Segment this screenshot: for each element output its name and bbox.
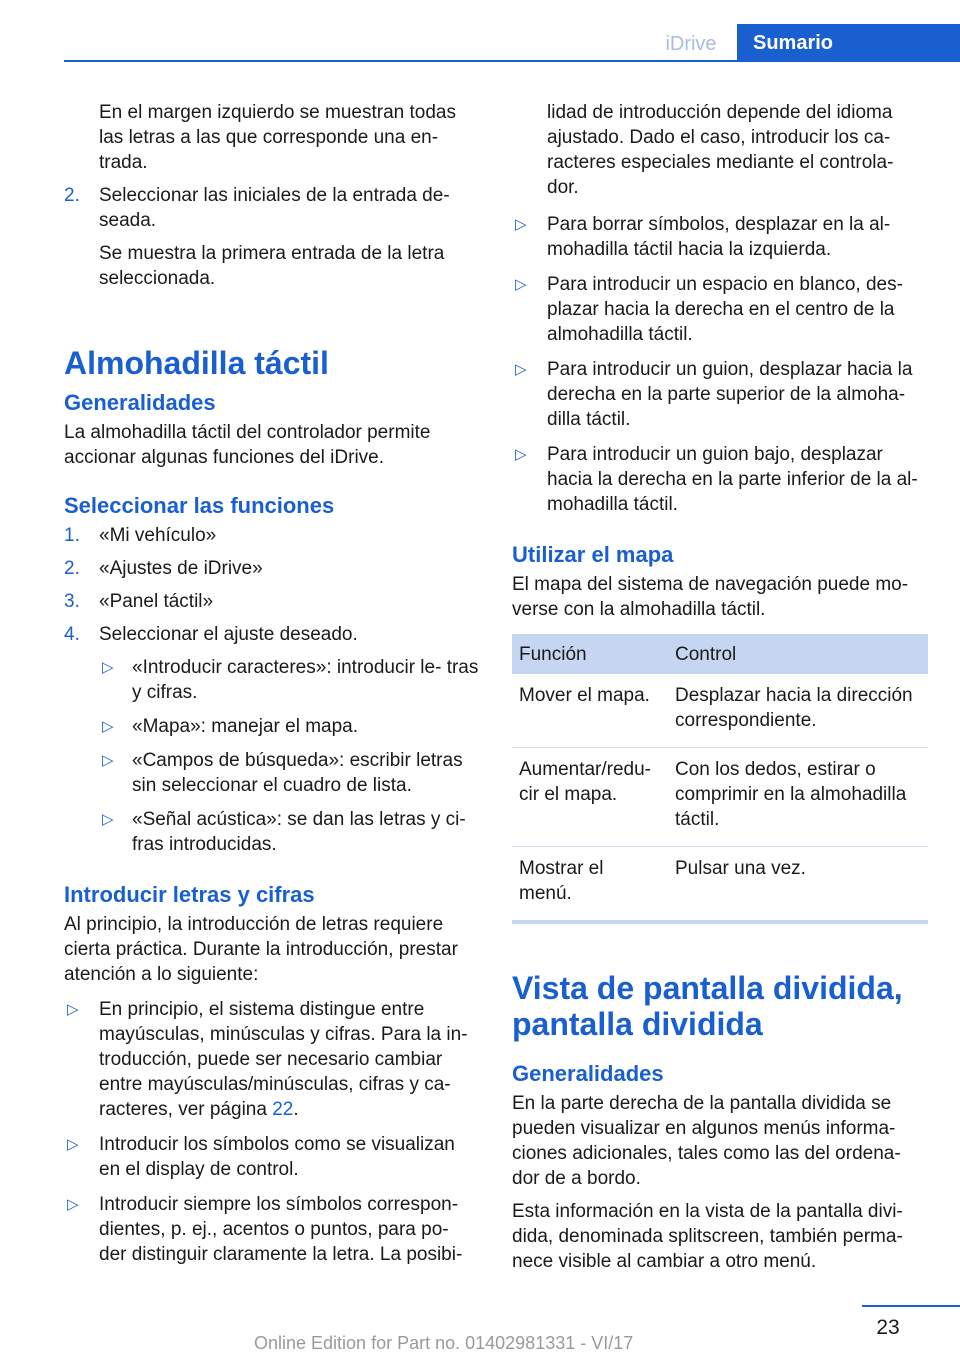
step-number: 2. <box>64 558 80 579</box>
table-cell: Aumentar/redu‐ cir el mapa. <box>512 748 668 847</box>
enter-letters-text: Al principio, la introducción de letras requiere cierta práctica. Durante la introducción, prestar atención a lo siguiente: <box>64 914 458 985</box>
bullet-text: Introducir los símbolos como se visualizan en el display de control. <box>99 1134 455 1180</box>
bullet-item <box>64 997 480 1122</box>
sub-item-text: «Señal acústica»: se dan las letras y ci‐ fras introducidas. <box>132 809 466 855</box>
subsection-enter-letters: Introducir letras y cifras <box>64 882 315 907</box>
table-cell: Mostrar el menú. <box>519 858 604 904</box>
subsection-select-functions: Seleccionar las funciones <box>64 493 335 518</box>
intro-continuation: En el margen izquierdo se muestran todas las letras a las que corresponde una en‐ trada. <box>99 102 456 173</box>
subsection-use-map: Utilizar el mapa <box>512 542 674 567</box>
step-text: «Panel táctil» <box>99 591 214 612</box>
table-cell: Desplazar hacia la dirección correspondiente. <box>668 674 928 748</box>
table-row <box>512 674 928 748</box>
column-header-funcion: Función <box>512 634 668 674</box>
bullet-text: Introducir siempre los símbolos correspon‐ dientes, p. ej., acentos o puntos, para po‐ der distinguir claramente la letra. La posibi‐ <box>99 1194 463 1265</box>
left-column <box>64 100 480 1275</box>
sub-item-text: «Mapa»: manejar el mapa. <box>132 716 359 737</box>
step-number: 1. <box>64 525 80 546</box>
step-number: 3. <box>64 591 80 612</box>
sub-list-item <box>64 714 480 739</box>
triangle-bullet-icon: ▷ <box>515 361 527 378</box>
step-number: 4. <box>64 624 80 645</box>
triangle-bullet-icon: ▷ <box>67 1136 79 1153</box>
subsection-generalidades: Generalidades <box>64 390 216 415</box>
bullet-item <box>512 357 928 432</box>
triangle-bullet-icon: ▷ <box>67 1196 79 1213</box>
bullet-item <box>512 212 928 262</box>
bullet-text: Para introducir un espacio en blanco, des‐ plazar hacia la derecha en el centro de la almohadilla táctil. <box>547 274 903 345</box>
table-bottom-rule <box>512 920 928 924</box>
page-link[interactable]: 22 <box>272 1099 294 1120</box>
bullet-item <box>512 272 928 347</box>
edition-footer: Online Edition for Part no. 01402981331 - VI/17 <box>254 1333 634 1353</box>
bullet-text: Para borrar símbolos, desplazar en la al‐ mohadilla táctil hacia la izquierda. <box>547 214 891 260</box>
step-text: «Mi vehículo» <box>99 525 217 546</box>
split-screen-text-2: Esta información en la vista de la pantalla divi‐ dida, denominada splitscreen, también perma‐ nece visible al cambiar a otro menú. <box>512 1201 903 1272</box>
subsection-generalidades: Generalidades <box>512 1061 664 1086</box>
section-title-touchpad: Almohadilla táctil <box>64 345 329 381</box>
bullet-text-main: En principio, el sistema distingue entre mayúsculas, minúsculas y cifras. Para la in‐ troducción, puede ser necesario cambiar entre mayúsculas/minúsculas, cifras y ca‐ racteres, ver página <box>99 999 468 1120</box>
step-text: Seleccionar el ajuste deseado. <box>99 624 358 645</box>
triangle-bullet-icon: ▷ <box>102 718 114 735</box>
triangle-bullet-icon: ▷ <box>515 216 527 233</box>
sub-item-text: «Introducir caracteres»: introducir le‐ tras y cifras. <box>132 657 479 703</box>
header-section-label: iDrive <box>665 33 717 55</box>
list-item <box>64 556 480 581</box>
use-map-text: El mapa del sistema de navegación puede mo‐ verse con la almohadilla táctil. <box>512 574 909 620</box>
table-row <box>512 847 928 921</box>
section-title-split-screen: Vista de pantalla dividida, pantalla dividida <box>512 970 903 1042</box>
triangle-bullet-icon: ▷ <box>102 659 114 676</box>
list-item <box>64 622 480 647</box>
bullet-item <box>64 1192 480 1267</box>
split-screen-text-1: En la parte derecha de la pantalla dividida se pueden visualizar en algunos menús informa‐ ciones adicionales, tales como las del ordena‐ dor de a bordo. <box>512 1093 901 1189</box>
touchpad-map-table <box>512 634 928 920</box>
table-header-row <box>512 634 928 674</box>
list-item <box>64 523 480 548</box>
triangle-bullet-icon: ▷ <box>67 1001 79 1018</box>
step-text: Seleccionar las iniciales de la entrada de‐ seada. <box>99 185 450 231</box>
sub-list-item <box>64 655 480 705</box>
sub-item-text: «Campos de búsqueda»: escribir letras sin seleccionar el cuadro de lista. <box>132 750 463 796</box>
triangle-bullet-icon: ▷ <box>515 446 527 463</box>
sub-list-item <box>64 748 480 798</box>
triangle-bullet-icon: ▷ <box>515 276 527 293</box>
table-cell: Pulsar una vez. <box>675 858 806 879</box>
bullet-item <box>64 1132 480 1182</box>
generalidades-text: La almohadilla táctil del controlador permite accionar algunas funciones del iDrive. <box>64 422 431 468</box>
step-2 <box>64 183 480 233</box>
footer-rule <box>862 1305 960 1307</box>
header-tab-sumario[interactable]: Sumario <box>737 24 960 62</box>
bullet-text: Para introducir un guion, desplazar hacia la derecha en la parte superior de la almoha‐ dilla táctil. <box>547 359 913 430</box>
step-number: 2. <box>64 185 80 206</box>
step-note: Se muestra la primera entrada de la letra seleccionada. <box>99 243 445 289</box>
table-cell: Mover el mapa. <box>512 674 668 748</box>
bullet-item <box>512 442 928 517</box>
step-text: «Ajustes de iDrive» <box>99 558 263 579</box>
triangle-bullet-icon: ▷ <box>102 811 114 828</box>
bullet-text-end: . <box>293 1099 299 1120</box>
page-number: 23 <box>876 1316 900 1339</box>
column-header-control: Control <box>668 634 928 674</box>
table-cell: Con los dedos, estirar o comprimir en la almohadilla táctil. <box>668 748 928 847</box>
bullet-text: Para introducir un guion bajo, desplazar hacia la derecha en la parte inferior de la al‐ mohadilla táctil. <box>547 444 918 515</box>
table-row <box>512 748 928 847</box>
triangle-bullet-icon: ▷ <box>102 752 114 769</box>
sub-list-item <box>64 807 480 857</box>
bullet-continuation: lidad de introducción depende del idioma ajustado. Dado el caso, introducir los ca‐ racteres especiales mediante el controla‐ dor. <box>547 102 894 198</box>
right-column <box>512 100 928 1282</box>
list-item <box>64 589 480 614</box>
bullet-text <box>99 997 480 1122</box>
